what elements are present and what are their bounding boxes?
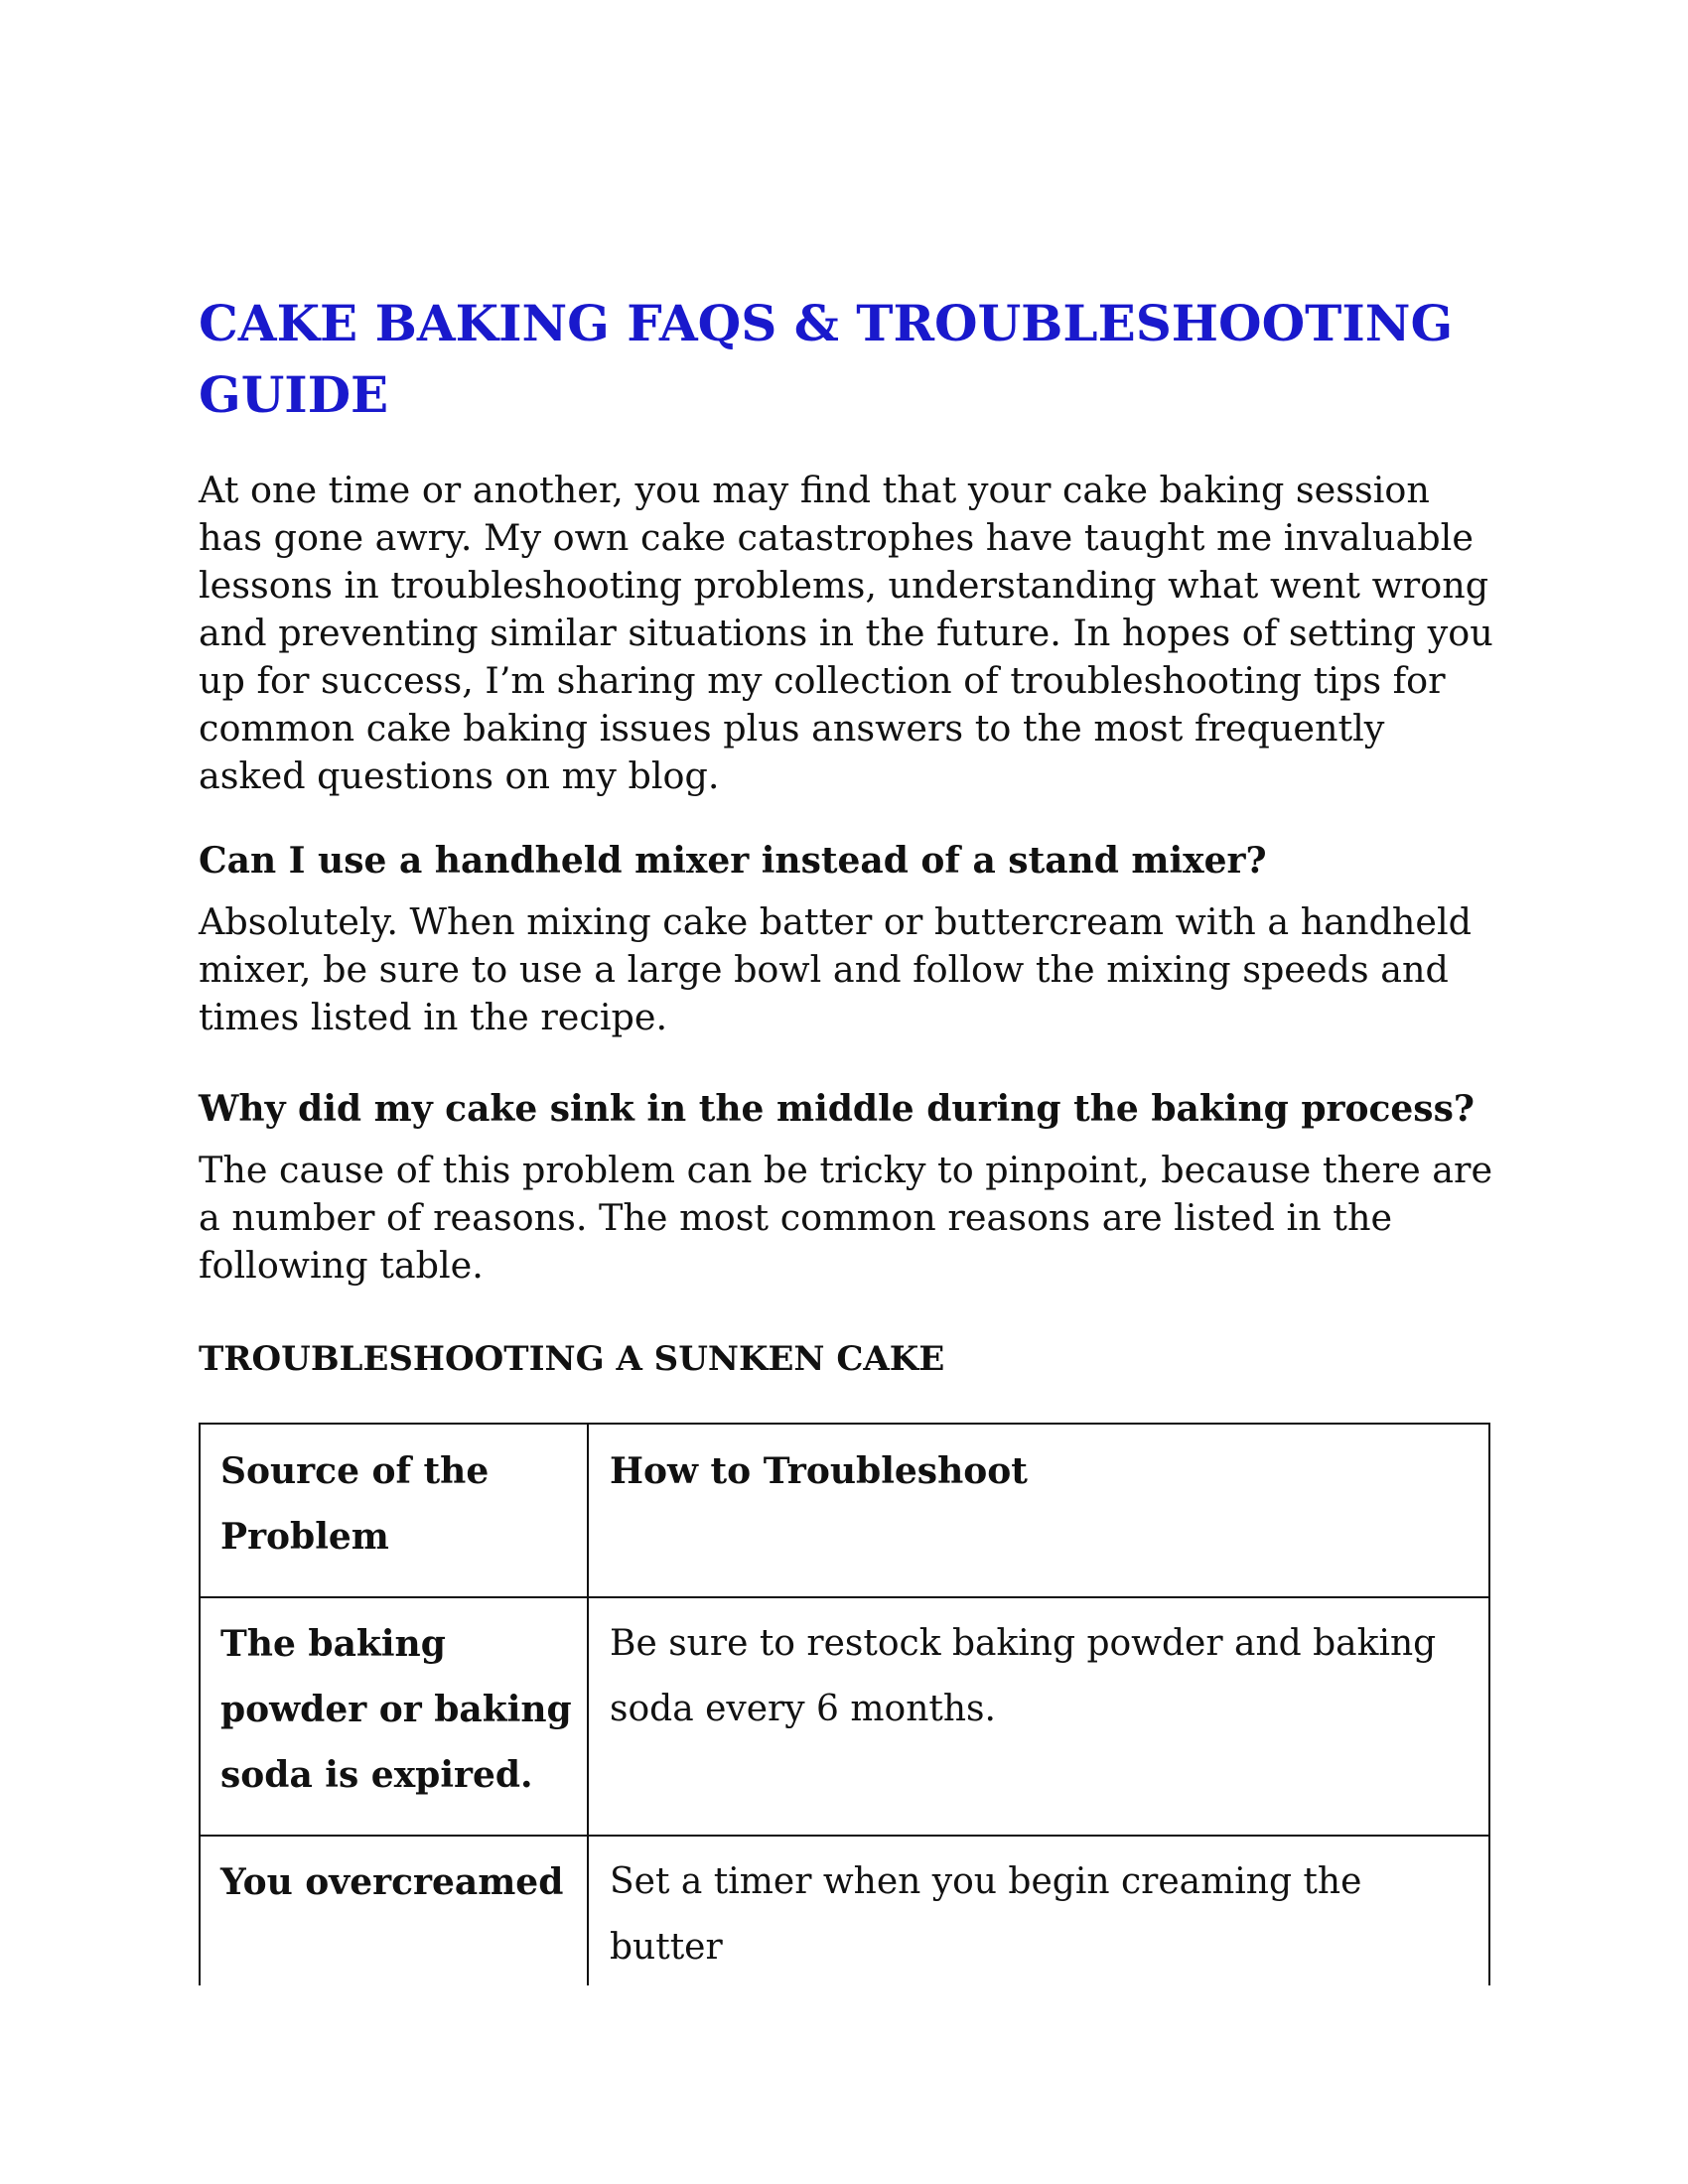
faq-question: Why did my cake sink in the middle during the baking process? xyxy=(199,1088,1475,1130)
table-cell-source: The baking powder or baking soda is expired. xyxy=(220,1623,572,1796)
table-header-source: Source of the Problem xyxy=(220,1450,490,1558)
intro-paragraph: At one time or another, you may find that your cake baking session has gone awry. My own cake catastrophes have taught me invaluable lessons in troubleshooting problems, understanding what went wrong and preventing similar situations in the future. In hopes of setting you up for success, I’m sharing my collection of troubleshooting tips for common cake baking issues plus answers to the most frequently asked questions on my blog. xyxy=(199,469,1493,797)
table-cell-fix: Set a timer when you begin creaming the butter xyxy=(610,1861,1362,1968)
table-row-divider xyxy=(201,1835,1488,1837)
table-title: TROUBLESHOOTING A SUNKEN CAKE xyxy=(199,1339,945,1379)
table-cell-fix: Be sure to restock baking powder and baking soda every 6 months. xyxy=(610,1623,1437,1729)
document-title: CAKE BAKING FAQS & TROUBLESHOOTING GUIDE xyxy=(199,294,1454,424)
table-row-divider xyxy=(201,1596,1488,1598)
faq-answer: The cause of this problem can be tricky to pinpoint, because there are a number of reasons. The most common reasons are listed in the following table. xyxy=(199,1149,1493,1287)
faq-answer: Absolutely. When mixing cake batter or buttercream with a handheld mixer, be sure to use a large bowl and follow the mixing speeds and times listed in the recipe. xyxy=(199,900,1473,1038)
table-header-troubleshoot: How to Troubleshoot xyxy=(610,1450,1028,1492)
table-cell-source: You overcreamed xyxy=(220,1861,564,1903)
table-column-divider xyxy=(587,1425,589,1985)
faq-question: Can I use a handheld mixer instead of a stand mixer? xyxy=(199,840,1267,882)
troubleshooting-table xyxy=(199,1423,1490,1985)
